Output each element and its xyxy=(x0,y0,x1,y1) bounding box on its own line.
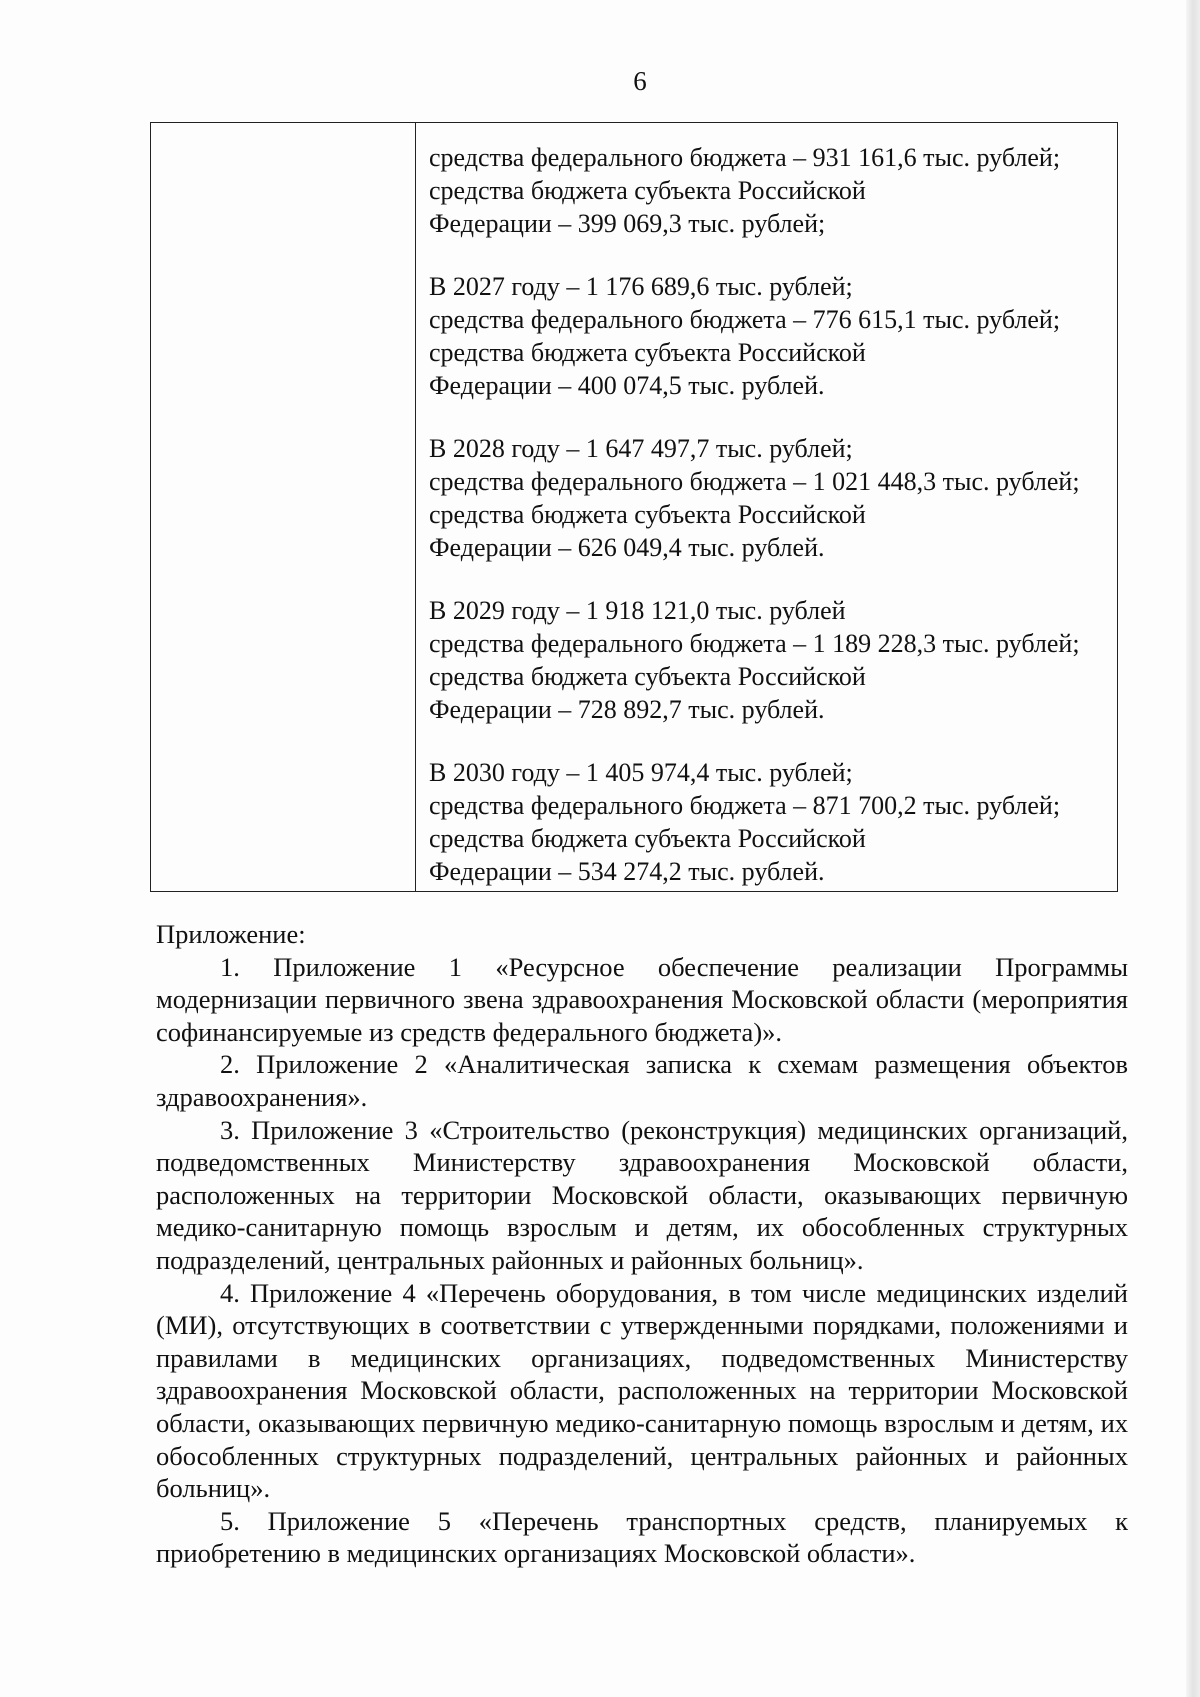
appendix-section xyxy=(156,918,1128,1570)
funding-block-2030 xyxy=(429,756,1109,888)
scan-edge-shadow xyxy=(1186,0,1200,1697)
appendix-item-3: 3. Приложение 3 «Строительство (реконструкция) медицинских организаций, подведомственных Министерству здравоохранения Московской области, расположенных на территории Московской области, оказывающих первичную медико-санитарную помощь взрослым и детям, их обособленных структурных подразделений, центральных районных и районных больниц». xyxy=(156,1114,1128,1275)
funding-block-2028 xyxy=(429,432,1109,564)
funding-line: средства бюджета субъекта Российской xyxy=(429,824,866,853)
funding-line: средства бюджета субъекта Российской xyxy=(429,176,866,205)
funding-line: Федерации – 626 049,4 тыс. рублей. xyxy=(429,533,825,562)
funding-line: средства федерального бюджета – 871 700,2 тыс. рублей; xyxy=(429,791,1061,820)
appendix-item-4: 4. Приложение 4 «Перечень оборудования, в том числе медицинских изделий (МИ), отсутствующих в соответствии с утвержденными порядками, положениями и правилами в медицинских организациях, подведомственных Министерству здравоохранения Московской области, расположенных на территории Московской области, оказывающих первичную медико-санитарную помощь взрослым и детям, их обособленных структурных подразделений, центральных районных и районных больниц». xyxy=(156,1277,1128,1504)
funding-line: В 2029 году – 1 918 121,0 тыс. рублей xyxy=(429,596,846,625)
appendix-heading: Приложение: xyxy=(156,919,306,949)
funding-line: средства федерального бюджета – 931 161,6 тыс. рублей; xyxy=(429,143,1061,172)
funding-line: Федерации – 400 074,5 тыс. рублей. xyxy=(429,371,825,400)
funding-line: В 2030 году – 1 405 974,4 тыс. рублей; xyxy=(429,758,853,787)
funding-line: средства федерального бюджета – 1 021 448,3 тыс. рублей; xyxy=(429,467,1080,496)
funding-line: средства бюджета субъекта Российской xyxy=(429,662,866,691)
appendix-item-1: 1. Приложение 1 «Ресурсное обеспечение реализации Программы модернизации первичного звена здравоохранения Московской области (мероприятия софинансируемые из средств федерального бюджета)». xyxy=(156,951,1128,1047)
appendix-item-5: 5. Приложение 5 «Перечень транспортных средств, планируемых к приобретению в медицинских организациях Московской области». xyxy=(156,1505,1128,1569)
page-number: 6 xyxy=(633,66,647,96)
funding-block-2029 xyxy=(429,594,1109,726)
funding-line: В 2028 году – 1 647 497,7 тыс. рублей; xyxy=(429,434,853,463)
funding-line: Федерации – 534 274,2 тыс. рублей. xyxy=(429,857,825,886)
appendix-item-2: 2. Приложение 2 «Аналитическая записка к схемам размещения объектов здравоохранения». xyxy=(156,1049,1128,1112)
funding-line: средства бюджета субъекта Российской xyxy=(429,338,866,367)
funding-table xyxy=(150,122,1118,892)
funding-block-2027 xyxy=(429,270,1109,402)
table-column-divider xyxy=(415,123,416,891)
funding-line: средства бюджета субъекта Российской xyxy=(429,500,866,529)
funding-line: Федерации – 728 892,7 тыс. рублей. xyxy=(429,695,825,724)
funding-block xyxy=(429,141,1109,240)
funding-line: средства федерального бюджета – 1 189 228,3 тыс. рублей; xyxy=(429,629,1080,658)
funding-line: Федерации – 399 069,3 тыс. рублей; xyxy=(429,209,826,238)
funding-line: В 2027 году – 1 176 689,6 тыс. рублей; xyxy=(429,272,853,301)
funding-line: средства федерального бюджета – 776 615,1 тыс. рублей; xyxy=(429,305,1061,334)
funding-table-right-cell xyxy=(429,141,1109,918)
